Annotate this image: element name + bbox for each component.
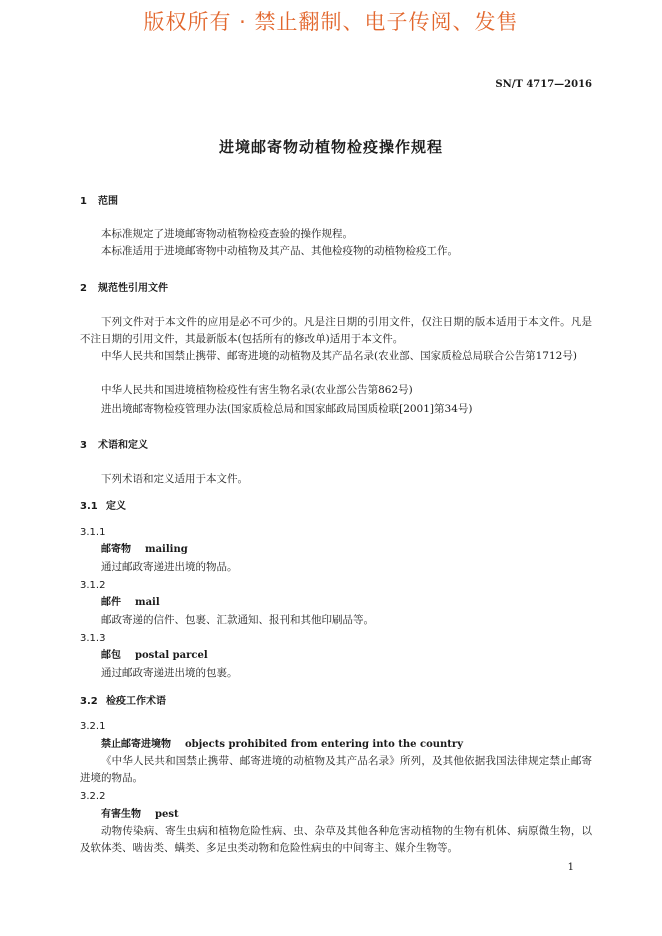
term-3-1-2-definition: 邮政寄递的信件、包裹、汇款通知、报刊和其他印刷品等。	[101, 614, 374, 626]
section-3-para-1: 下列术语和定义适用于本文件。	[101, 473, 248, 485]
term-3-2-2-definition: 动物传染病、寄生虫病和植物危险性病、虫、杂草及其他各种危害动植物的生物有机体、病原微生物，以及软体类、啮齿类、螨类、多足虫类动物和危险性病虫的中间寄主、媒介生物等。	[80, 825, 592, 854]
term-3-1-3-definition: 通过邮政寄递进出境的包裹。	[101, 667, 238, 679]
term-3-1-2: 邮件 mail	[101, 597, 160, 608]
section-2-para-2: 中华人民共和国禁止携带、邮寄进境的动植物及其产品名录(农业部、国家质检总局联合公告第1712号)	[101, 350, 577, 362]
section-2-para-4: 进出境邮寄物检疫管理办法(国家质检总局和国家邮政局国质检联[2001]第34号)	[101, 403, 473, 415]
section-2-para-1: 下列文件对于本文件的应用是必不可少的。凡是注日期的引用文件，仅注日期的版本适用于本文件。凡是不注日期的引用文件，其最新版本(包括所有的修改单)适用于本文件。	[80, 316, 592, 345]
watermark-banner: 版权所有 · 禁止翻制、电子传阅、发售	[143, 10, 519, 34]
term-3-2-2: 有害生物 pest	[101, 809, 179, 820]
section-3-2-heading: 3.2 检疫工作术语	[80, 696, 166, 707]
term-3-1-2-number: 3.1.2	[80, 580, 106, 591]
section-1-heading: 1 范围	[80, 196, 118, 207]
term-3-1-1-definition: 通过邮政寄递进出境的物品。	[101, 561, 238, 573]
term-3-2-1-definition: 《中华人民共和国禁止携带、邮寄进境的动植物及其产品名录》所列，及其他依据我国法律规定禁止邮寄进境的物品。	[80, 755, 592, 784]
term-3-1-1-number: 3.1.1	[80, 527, 106, 538]
term-3-1-3-number: 3.1.3	[80, 633, 106, 644]
standard-code: SN/T 4717—2016	[495, 79, 592, 90]
section-3-heading: 3 术语和定义	[80, 440, 148, 451]
section-2-heading: 2 规范性引用文件	[80, 283, 168, 294]
section-1-para-2: 本标准适用于进境邮寄物中动植物及其产品、其他检疫物的动植物检疫工作。	[101, 245, 458, 257]
term-3-1-3: 邮包 postal parcel	[101, 650, 208, 661]
section-2-para-3: 中华人民共和国进境植物检疫性有害生物名录(农业部公告第862号)	[101, 384, 413, 396]
section-3-1-heading: 3.1 定义	[80, 501, 126, 512]
page-number: 1	[567, 862, 574, 873]
section-1-para-1: 本标准规定了进境邮寄物动植物检疫查验的操作规程。	[101, 228, 353, 240]
term-3-1-1: 邮寄物 mailing	[101, 544, 188, 555]
term-3-2-1: 禁止邮寄进境物 objects prohibited from entering into the country	[101, 739, 464, 750]
term-3-2-1-number: 3.2.1	[80, 721, 106, 732]
document-title: 进境邮寄物动植物检疫操作规程	[218, 138, 443, 156]
term-3-2-2-number: 3.2.2	[80, 791, 106, 802]
